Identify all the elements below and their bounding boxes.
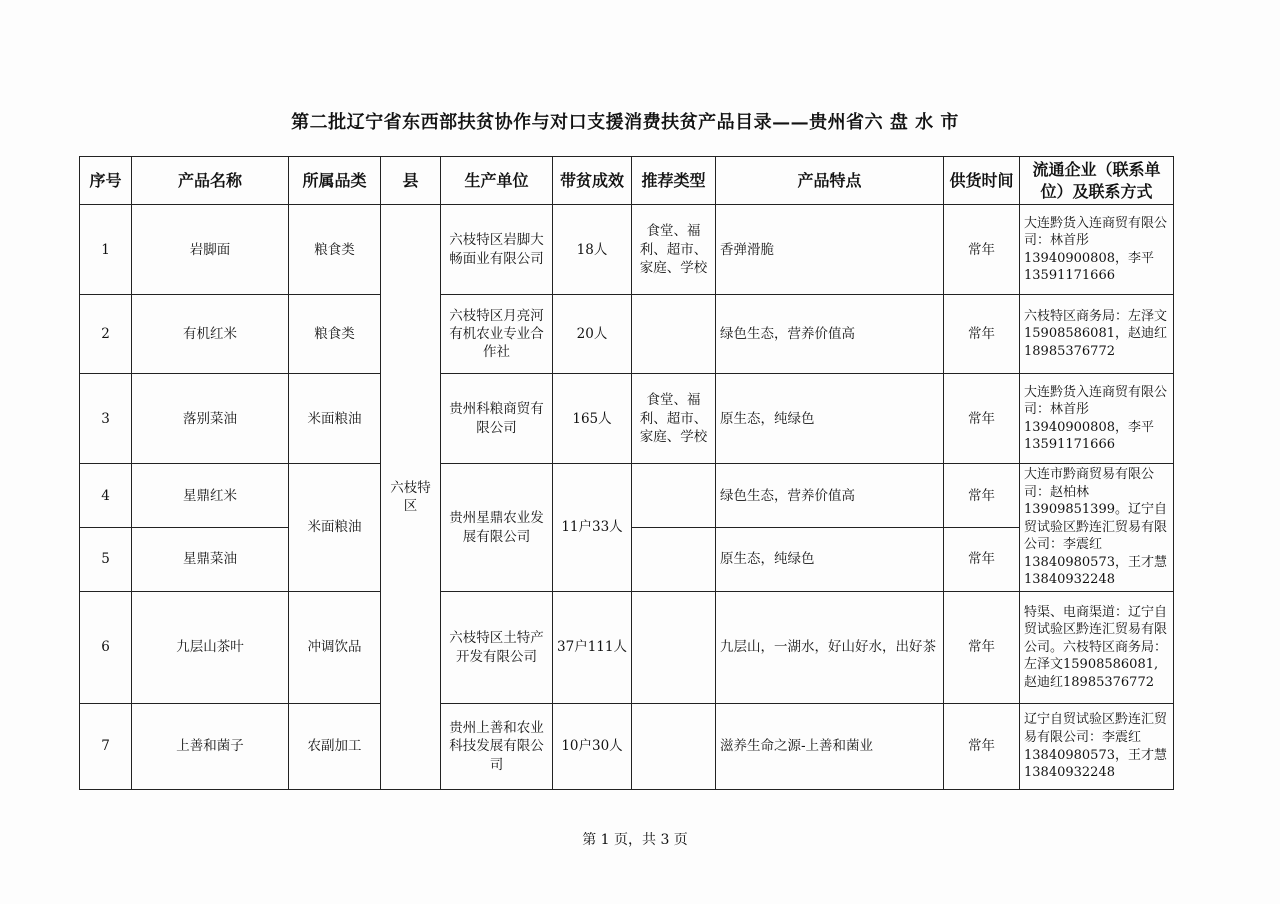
cell-poverty-effect: 20人 <box>553 295 632 374</box>
cell-product-feature: 绿色生态，营养价值高 <box>716 295 944 374</box>
cell-product-feature: 九层山，一湖水，好山好水，出好茶 <box>716 592 944 704</box>
cell-producer: 贵州科粮商贸有限公司 <box>441 374 553 464</box>
cell-recommend-type <box>632 704 716 790</box>
header-poverty-effect: 带贫成效 <box>553 157 632 205</box>
cell-seq: 6 <box>80 592 132 704</box>
header-supply-time: 供货时间 <box>944 157 1020 205</box>
cell-product-name: 星鼎菜油 <box>132 528 289 592</box>
table-row <box>80 295 1174 374</box>
cell-product-feature: 原生态，纯绿色 <box>716 528 944 592</box>
cell-supply-time: 常年 <box>944 464 1020 528</box>
cell-category: 农副加工 <box>289 704 381 790</box>
cell-seq: 4 <box>80 464 132 528</box>
document-title: 第二批辽宁省东西部扶贫协作与对口支援消费扶贫产品目录——贵州省六 盘 水 市 <box>291 112 959 133</box>
cell-product-feature: 原生态，纯绿色 <box>716 374 944 464</box>
cell-county: 六枝特区 <box>381 205 441 790</box>
cell-recommend-type: 食堂、福利、超市、家庭、学校 <box>632 374 716 464</box>
header-county: 县 <box>381 157 441 205</box>
cell-supply-time: 常年 <box>944 205 1020 295</box>
cell-producer: 六枝特区月亮河有机农业专业合作社 <box>441 295 553 374</box>
cell-recommend-type <box>632 295 716 374</box>
cell-supply-time: 常年 <box>944 295 1020 374</box>
cell-poverty-effect: 10户30人 <box>553 704 632 790</box>
cell-category: 粮食类 <box>289 205 381 295</box>
cell-contact: 特渠、电商渠道：辽宁自贸试验区黔连汇贸易有限公司。六枝特区商务局：左泽文15908586081,赵迪红18985376772 <box>1020 592 1174 704</box>
cell-producer: 贵州星鼎农业发展有限公司 <box>441 464 553 592</box>
cell-seq: 3 <box>80 374 132 464</box>
cell-product-name: 落别菜油 <box>132 374 289 464</box>
cell-contact: 辽宁自贸试验区黔连汇贸易有限公司：李震红13840980573，王才慧13840932248 <box>1020 704 1174 790</box>
cell-recommend-type <box>632 528 716 592</box>
cell-seq: 1 <box>80 205 132 295</box>
cell-product-feature: 绿色生态，营养价值高 <box>716 464 944 528</box>
table-header-row <box>80 157 1174 205</box>
cell-supply-time: 常年 <box>944 592 1020 704</box>
cell-supply-time: 常年 <box>944 704 1020 790</box>
table-row <box>80 374 1174 464</box>
table-row <box>80 704 1174 790</box>
cell-product-name: 岩脚面 <box>132 205 289 295</box>
header-category: 所属品类 <box>289 157 381 205</box>
cell-poverty-effect: 18人 <box>553 205 632 295</box>
cell-contact: 大连黔货入连商贸有限公司：林首彤13940900808，李平13591171666 <box>1020 205 1174 295</box>
table-row <box>80 464 1174 528</box>
cell-poverty-effect: 165人 <box>553 374 632 464</box>
cell-recommend-type <box>632 592 716 704</box>
product-catalog-table <box>79 156 1174 790</box>
cell-seq: 5 <box>80 528 132 592</box>
cell-producer: 六枝特区土特产开发有限公司 <box>441 592 553 704</box>
cell-producer: 贵州上善和农业科技发展有限公司 <box>441 704 553 790</box>
header-producer: 生产单位 <box>441 157 553 205</box>
cell-supply-time: 常年 <box>944 374 1020 464</box>
cell-product-feature: 滋养生命之源-上善和菌业 <box>716 704 944 790</box>
page-number: 第 1 页，共 3 页 <box>582 832 688 848</box>
cell-poverty-effect: 11户33人 <box>553 464 632 592</box>
header-contact: 流通企业（联系单位）及联系方式 <box>1020 157 1174 205</box>
cell-recommend-type: 食堂、福利、超市、家庭、学校 <box>632 205 716 295</box>
table-row <box>80 205 1174 295</box>
cell-recommend-type <box>632 464 716 528</box>
cell-product-feature: 香弹滑脆 <box>716 205 944 295</box>
cell-seq: 2 <box>80 295 132 374</box>
cell-contact: 六枝特区商务局：左泽文15908586081，赵迪红18985376772 <box>1020 295 1174 374</box>
cell-contact: 大连市黔商贸易有限公司：赵柏林13909851399。辽宁自贸试验区黔连汇贸易有限公司：李震红13840980573，王才慧13840932248 <box>1020 464 1174 592</box>
cell-seq: 7 <box>80 704 132 790</box>
header-product-feature: 产品特点 <box>716 157 944 205</box>
cell-product-name: 有机红米 <box>132 295 289 374</box>
cell-category: 粮食类 <box>289 295 381 374</box>
cell-contact: 大连黔货入连商贸有限公司：林首彤13940900808，李平13591171666 <box>1020 374 1174 464</box>
cell-supply-time: 常年 <box>944 528 1020 592</box>
header-recommend-type: 推荐类型 <box>632 157 716 205</box>
cell-product-name: 九层山茶叶 <box>132 592 289 704</box>
table-row <box>80 592 1174 704</box>
cell-poverty-effect: 37户111人 <box>553 592 632 704</box>
header-seq: 序号 <box>80 157 132 205</box>
cell-category: 冲调饮品 <box>289 592 381 704</box>
cell-category: 米面粮油 <box>289 464 381 592</box>
cell-category: 米面粮油 <box>289 374 381 464</box>
cell-product-name: 星鼎红米 <box>132 464 289 528</box>
cell-product-name: 上善和菌子 <box>132 704 289 790</box>
cell-producer: 六枝特区岩脚大畅面业有限公司 <box>441 205 553 295</box>
header-product-name: 产品名称 <box>132 157 289 205</box>
